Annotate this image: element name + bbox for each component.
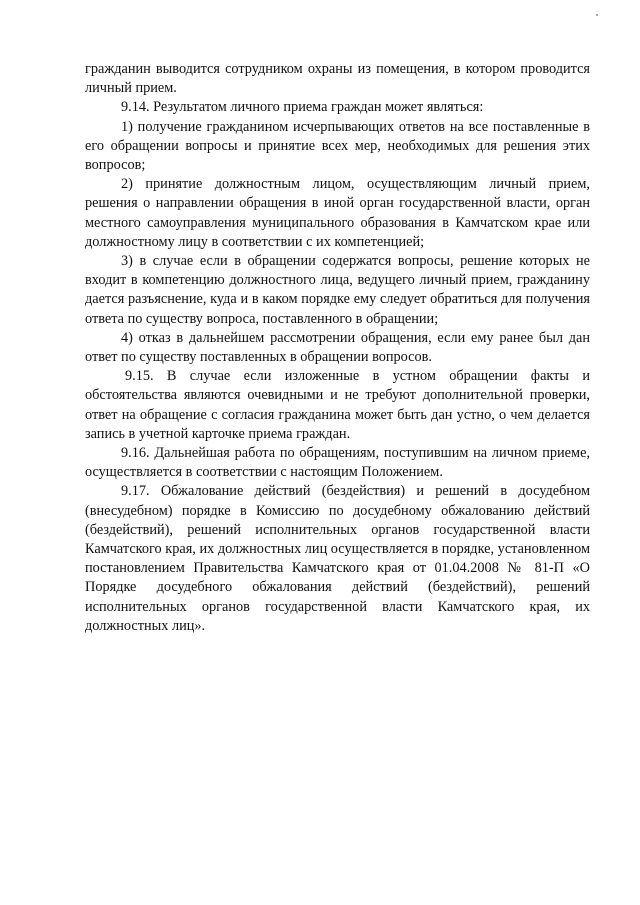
list-item-1: 1) получение гражданином исчерпывающих ответов на все поставленные в его обращении вопросы и принятие всех мер, необходимых для решения этих вопросов; xyxy=(85,118,590,174)
paragraph-9-16: 9.16. Дальнейшая работа по обращениям, поступившим на личном приеме, осуществляется в соответствии с настоящим Положением. xyxy=(85,445,590,481)
paragraph-continuation: гражданин выводится сотрудником охраны из помещения, в котором проводится личный прием. xyxy=(85,61,590,97)
scan-mark xyxy=(596,14,598,16)
document-body xyxy=(85,60,590,636)
paragraph-9-15: 9.15. В случае если изложенные в устном обращении факты и обстоятельства являются очевидными и не требуют дополнительной проверки, ответ на обращение с согласия гражданина может быть дан устно, о чем делается запись в учетной карточке приема граждан. xyxy=(85,368,590,442)
list-item-4: 4) отказ в дальнейшем рассмотрении обращения, если ему ранее был дан ответ по существу поставленных в обращении вопросов. xyxy=(85,329,590,366)
list-item-2: 2) принятие должностным лицом, осуществляющим личный прием, решения о направлении обращения в иной орган государственной власти, орган местного самоуправления муниципального образования в Камчатском крае или должностному лицу в соответствии с их компетенцией; xyxy=(85,176,590,250)
list-item-3: 3) в случае если в обращении содержатся вопросы, решение которых не входит в компетенцию должностного лица, ведущего личный прием, гражданину дается разъяснение, куда и в каком порядке ему следует обратиться для получения ответа по существу вопроса, поставленного в обращении; xyxy=(85,253,590,327)
paragraph-9-14: 9.14. Результатом личного приема граждан может являться: xyxy=(121,99,484,116)
paragraph-9-17: 9.17. Обжалование действий (бездействия) и решений в досудебном (внесудебном) порядке в Комиссию по досудебному обжалованию действий (бездействий), решений исполнительных органов государственной власти Камчатского края, их должностных лиц осуществляется в порядке, установленном постановлением Правительства Камчатского края от 01.04.2008 № 81-П «О Порядке досудебного обжалования действий (бездействий), решений исполнительных органов государственной власти Камчатского края, их должностных лиц». xyxy=(85,483,590,634)
